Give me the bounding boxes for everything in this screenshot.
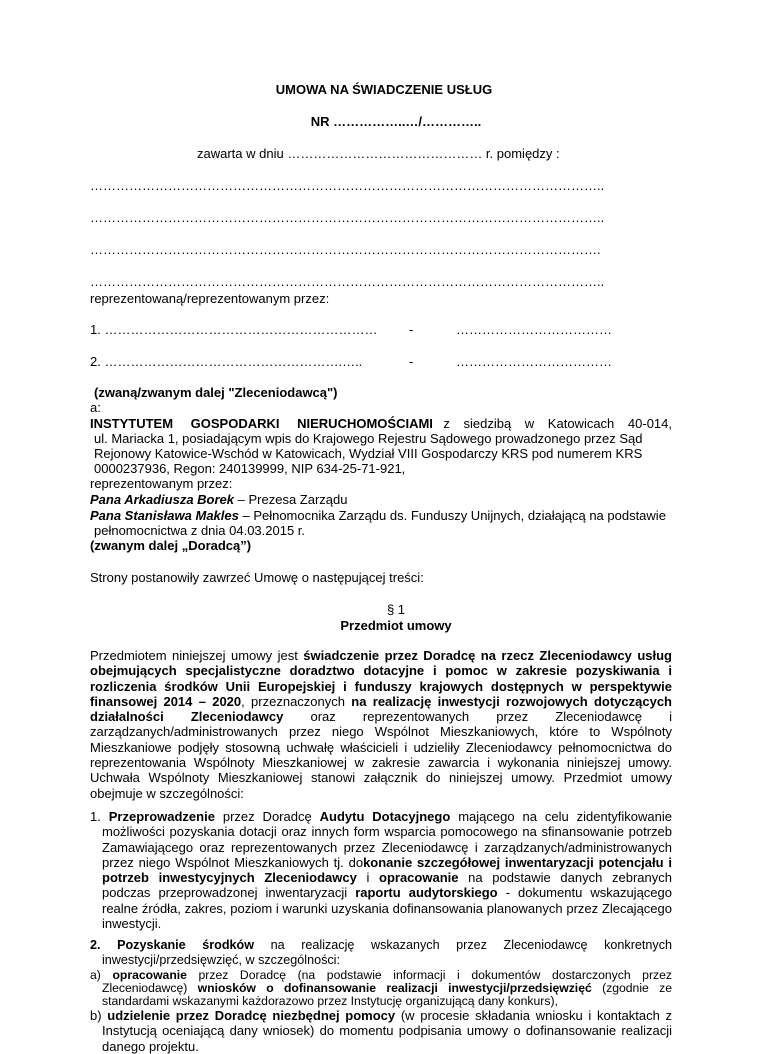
item-1-text-5: - dokumentu wskazującego realne źródła, zakres, poziom i warunki uzyskania dofinansowania planowanych przez Zlecającego inwestycji.: [102, 885, 672, 932]
representative-1-role: – Prezesa Zarządu: [234, 492, 348, 507]
representative-2-role: – Pełnomocnika Zarządu ds. Funduszy Unijnych, działającą na podstawie: [238, 508, 666, 523]
parties-agreed: Strony postanowiły zawrzeć Umowę o następującej treści:: [90, 570, 424, 585]
rep1-role: ………………………………: [456, 322, 612, 337]
advisor-named: (zwanym dalej „Doradcą”): [90, 538, 252, 553]
subject-paragraph: [90, 648, 672, 801]
representative-2-name: Pana Stanisława Makles: [90, 508, 239, 523]
rep1-dash: -: [409, 322, 414, 337]
item-b-text-1: (w procesie składania wniosku i kontaktach z Instytucją oceniającą dany wniosek) do momentu podpisania umowy o dofinansowanie realizacji danego projektu.: [102, 1008, 673, 1054]
item-a-bold-1: opracowanie: [112, 968, 187, 982]
subject-bold-1: świadczenie przez Doradcę na rzecz Zleceniodawcy usług obejmujących specjalistyczne doradztwo dotacyjne i pomoc w zakresie pozyskiwania i rozliczenia środków Unii Europejskiej i funduszy krajowych dostępnych w perspektywie finansowej 2014 – 2020: [90, 648, 672, 709]
section-title: Przedmiot umowy: [340, 618, 452, 633]
item-1-number: 1.: [90, 809, 109, 824]
party-dot-line-3: ……………………………………………………………………………………………………….: [90, 242, 601, 257]
item-1-bold-3: konanie szczegółowej inwentaryzacji potencjału i potrzeb inwestycyjnych Zleceniodawcy: [102, 854, 672, 886]
institute-seat: z siedzibą w Katowicach 40-014,: [443, 416, 672, 431]
item-a-label: a): [90, 968, 113, 982]
contract-number: NR ……………..…/…………..: [310, 114, 482, 129]
item-2-bold-1: Pozyskanie środków: [117, 938, 255, 952]
item-1-text-4: na podstawie danych zebranych podczas przeprowadzonej inwentaryzacji: [102, 870, 672, 901]
item-a-text-2: (zgodnie ze standardami wskazanymi każdorazowo przez Instytucję organizującą dany konkurs),: [102, 981, 672, 1008]
institute-line-5: reprezentowanym przez:: [90, 476, 233, 491]
and-label: a:: [90, 400, 101, 415]
item-b-paragraph: [90, 1008, 672, 1054]
subject-text-3: oraz reprezentowanych przez Zleceniodawcę i zarządzanych/administrowanych przez niego Wspólnot Mieszkaniowych, które to Wspólnoty Mieszkaniowe podjęły stosowną uchwałę właścicieli i udzieliły Zleceniodawcy pełnomocnictwa do reprezentowania Wspólnoty Mieszkaniowej w zakresie zawarcia i wykonania niniejszej umowy. Uchwała Wspólnoty Mieszkaniowej stanowi załącznik do niniejszej umowy. Przedmiot umowy obejmuje w szczególności:: [90, 709, 673, 801]
institute-line-3: Rejonowy Katowice-Wschód w Katowicach, Wydział VIII Gospodarczy KRS pod numerem KRS: [94, 446, 643, 461]
item-1-paragraph: [90, 809, 672, 931]
item-b-bold-1: udzielenie przez Doradcę niezbędnej pomocy: [107, 1008, 396, 1023]
rep2-dash: -: [409, 354, 414, 369]
item-1-bold-1: Przeprowadzenie: [108, 809, 215, 824]
represented-by: reprezentowaną/reprezentowanym przez:: [90, 291, 330, 306]
concluded-line: zawarta w dniu ……………………………………… r. pomiędzy :: [197, 146, 560, 161]
client-named: (zwaną/zwanym dalej "Zleceniodawcą"): [94, 385, 338, 400]
item-2-number: 2.: [90, 938, 118, 952]
institute-name: INSTYTUTEM GOSPODARKI NIERUCHOMOŚCIAMI: [90, 416, 433, 431]
item-a-paragraph: [90, 969, 672, 1008]
institute-line-4: 0000237936, Regon: 240139999, NIP 634-25-71-921,: [94, 461, 406, 476]
item-a-bold-2: wniosków o dofinansowanie realizacji inwestycji/przedsięwzięć: [197, 981, 592, 995]
party-dot-line-4: ………………………………………………………………………………………………………..: [90, 274, 605, 289]
item-1-bold-2: Audytu Dotacyjnego: [319, 809, 451, 824]
party-dot-line-2: ………………………………………………………………………………………………………..: [90, 210, 605, 225]
item-1-bold-4: opracowanie: [379, 870, 459, 886]
item-1-text-3: i: [356, 870, 380, 886]
item-1-text-2: mającego na celu zidentyfikowanie możliwości pozyskania dotacji oraz innych form wsparcia pomocowego na sfinansowanie potrzeb Zamawiającego oraz reprezentowanych przez Zleceniodawcę i zarządzanych/administrowanych przez niego Wspólnot Mieszkaniowych tj. do: [102, 809, 672, 870]
item-2-paragraph: [90, 938, 672, 969]
representative-1-name: Pana Arkadiusza Borek: [90, 492, 235, 507]
institute-line-2: ul. Mariacka 1, posiadającym wpis do Krajowego Rejestru Sądowego prowadzonego przez Sąd: [94, 431, 643, 446]
item-b-label: b): [90, 1008, 108, 1023]
item-1-text-1: przez Doradcę: [214, 809, 320, 824]
subject-text-2: , przeznaczonych: [241, 693, 352, 709]
representative-2-line-2: pełnomocnictwa z dnia 04.03.2015 r.: [94, 523, 306, 538]
rep2-role: ………………………………: [456, 354, 612, 369]
document-title: UMOWA NA ŚWIADCZENIE USŁUG: [275, 82, 493, 97]
rep2-name: 2. ……………………………………………….…..: [90, 354, 363, 369]
item-a-text-1: przez Doradcę (na podstawie informacji i dokumentów dostarczonych przez Zleceniodawcę): [102, 968, 672, 995]
party-dot-line-1: ………………………………………………………………………………………………………..: [90, 178, 605, 193]
item-2-text-1: na realizację wskazanych przez Zleceniodawcę konkretnych inwestycji/przedsięwzięć, w szczególności:: [102, 938, 672, 968]
representative-2: [90, 508, 666, 523]
subject-bold-2: na realizację inwestycji rozwojowych dotyczących działalności Zleceniodawcy: [90, 693, 672, 725]
representative-1: [90, 492, 347, 507]
section-number: § 1: [386, 602, 406, 617]
institute-line-1: [90, 416, 672, 431]
rep1-name: 1. ………………………………………………………: [90, 322, 378, 337]
subject-text-1: Przedmiotem niniejszej umowy jest: [90, 648, 304, 663]
item-1-bold-5: raportu audytorskiego: [355, 885, 498, 901]
